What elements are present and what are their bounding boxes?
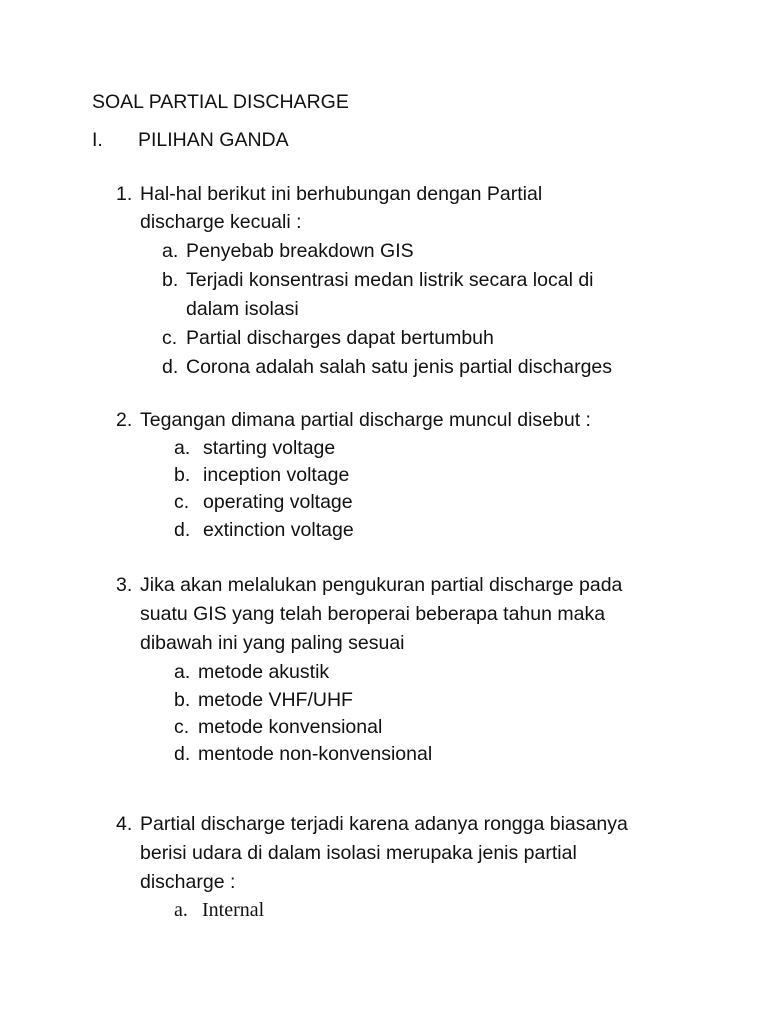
question-number: 3.: [116, 574, 133, 596]
section-numeral: I.: [92, 129, 103, 151]
option-letter: a.: [174, 437, 191, 459]
option-letter: b.: [174, 689, 191, 711]
option-text: metode VHF/UHF: [198, 689, 353, 711]
option-text: Partial discharges dapat bertumbuh: [186, 327, 494, 349]
option-text: metode akustik: [198, 661, 330, 683]
document-title: SOAL PARTIAL DISCHARGE: [92, 91, 349, 113]
question-number: 2.: [116, 409, 133, 431]
option-letter: c.: [162, 327, 178, 349]
option-text: operating voltage: [203, 491, 353, 513]
option-letter: c.: [174, 491, 190, 513]
question-number: 1.: [116, 183, 133, 205]
option-text: mentode non-konvensional: [198, 743, 433, 765]
option-letter: a.: [174, 899, 188, 921]
option-text: Corona adalah salah satu jenis partial discharges: [186, 356, 613, 378]
option-letter: b.: [174, 464, 191, 486]
question-text: Hal-hal berikut ini berhubungan dengan Partial: [140, 183, 543, 205]
option-letter: d.: [174, 519, 191, 541]
option-text: dalam isolasi: [186, 298, 299, 320]
option-text: extinction voltage: [203, 519, 354, 541]
option-text: Internal: [202, 899, 265, 921]
question-text: suatu GIS yang telah beroperai beberapa tahun maka: [140, 603, 606, 625]
option-letter: b.: [162, 269, 179, 291]
option-letter: a.: [162, 240, 179, 262]
question-text: discharge :: [140, 871, 236, 893]
question-text: berisi udara di dalam isolasi merupaka jenis partial: [140, 842, 577, 864]
option-letter: d.: [162, 356, 179, 378]
option-letter: d.: [174, 743, 191, 765]
question-text: discharge kecuali :: [140, 211, 302, 233]
option-letter: c.: [174, 716, 190, 738]
question-text: Jika akan melalukan pengukuran partial discharge pada: [140, 574, 623, 596]
question-text: Partial discharge terjadi karena adanya rongga biasanya: [140, 813, 628, 835]
question-number: 4.: [116, 813, 133, 835]
option-text: inception voltage: [203, 464, 350, 486]
question-text: dibawah ini yang paling sesuai: [140, 632, 405, 654]
option-text: starting voltage: [203, 437, 336, 459]
question-text: Tegangan dimana partial discharge muncul disebut :: [140, 409, 591, 431]
option-text: Penyebab breakdown GIS: [186, 240, 414, 262]
section-title: PILIHAN GANDA: [138, 129, 289, 151]
option-text: metode konvensional: [198, 716, 383, 738]
option-text: Terjadi konsentrasi medan listrik secara local di: [186, 269, 594, 291]
option-letter: a.: [174, 661, 191, 683]
